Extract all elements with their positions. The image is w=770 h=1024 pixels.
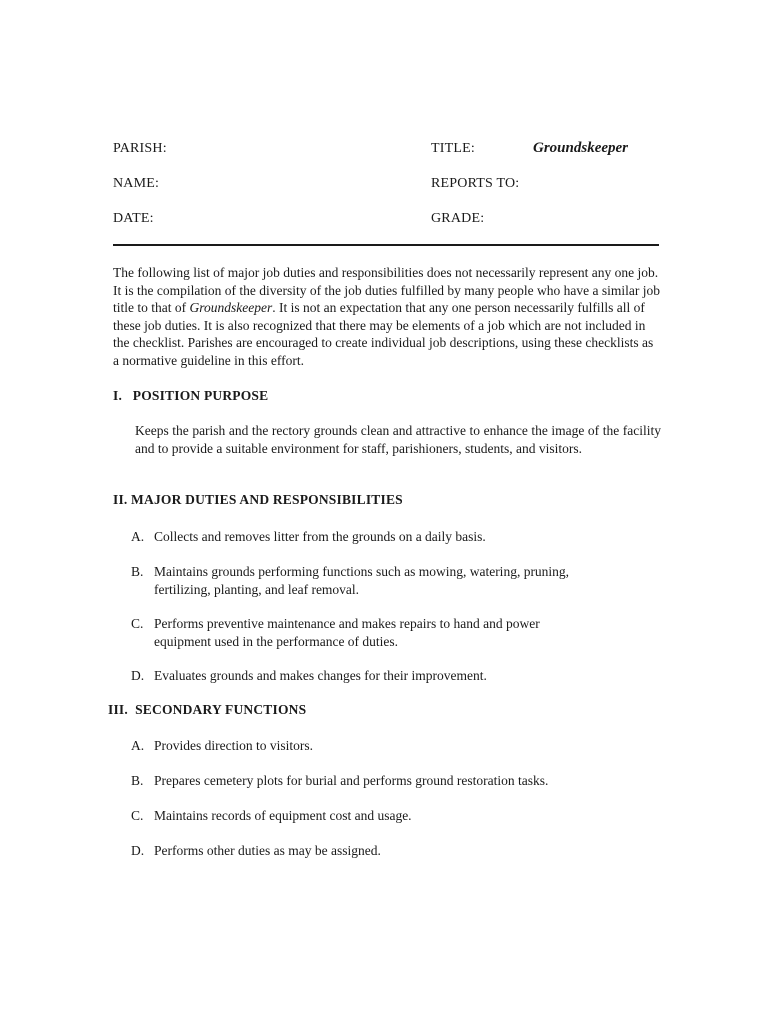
title-value: Groundskeeper [533,140,629,156]
intro-job-title: Groundskeeper [189,300,273,316]
item-letter: C. [131,616,144,631]
item-text: Provides direction to visitors. [154,738,313,753]
section-position-purpose-heading: I. POSITION PURPOSE [113,388,269,403]
section-secondary-functions-heading: III. SECONDARY FUNCTIONS [108,702,307,717]
item-letter: B. [131,773,144,788]
intro-text-part2: . It is not an expectation that any one person necessarily fulfills all of these job duties. It is also recognized that there may be elements of a job which are not included in the checklist. Parishes are encouraged to create individual job descriptions, using these checklists as a normative guideline in this effort. [113,300,654,368]
item-text: Performs other duties as may be assigned. [154,843,381,858]
secondary-function-item [131,807,611,825]
item-letter: B. [131,564,144,579]
item-letter: A. [131,738,145,753]
item-letter: D. [131,668,145,683]
item-letter: D. [131,843,145,858]
item-letter: C. [131,808,144,823]
secondary-function-item [131,737,611,755]
parish-label: PARISH: [113,141,167,156]
major-duty-item [131,528,611,546]
date-label: DATE: [113,211,154,226]
item-text: Prepares cemetery plots for burial and performs ground restoration tasks. [154,773,549,788]
header-divider [113,244,659,246]
reports-to-label: REPORTS TO: [431,176,520,191]
secondary-function-item [131,842,611,860]
item-text: Maintains grounds performing functions such as mowing, watering, pruning, fertilizing, planting, and leaf removal. [154,564,570,597]
major-duty-item [131,563,601,598]
title-label: TITLE: [431,141,475,156]
major-duty-item [131,615,591,650]
item-text: Collects and removes litter from the grounds on a daily basis. [154,529,486,544]
secondary-function-item [131,772,611,790]
grade-label: GRADE: [431,211,485,226]
position-purpose-text: Keeps the parish and the rectory grounds clean and attractive to enhance the image of the facility and to provide a suitable environment for staff, parishioners, students, and visitors. [135,423,661,456]
item-letter: A. [131,529,145,544]
name-label: NAME: [113,176,160,191]
major-duty-item [131,667,611,685]
intro-text-part1: The following list of major job duties and responsibilities does not necessarily represent any one job. It is the compilation of the diversity of the job duties fulfilled by many people who have a similar job title to that of [113,265,661,316]
section-major-duties-heading: II. MAJOR DUTIES AND RESPONSIBILITIES [113,492,403,507]
intro-paragraph [113,264,661,370]
item-text: Performs preventive maintenance and makes repairs to hand and power equipment used in the performance of duties. [154,616,540,649]
item-text: Evaluates grounds and makes changes for their improvement. [154,668,487,683]
item-text: Maintains records of equipment cost and usage. [154,808,412,823]
